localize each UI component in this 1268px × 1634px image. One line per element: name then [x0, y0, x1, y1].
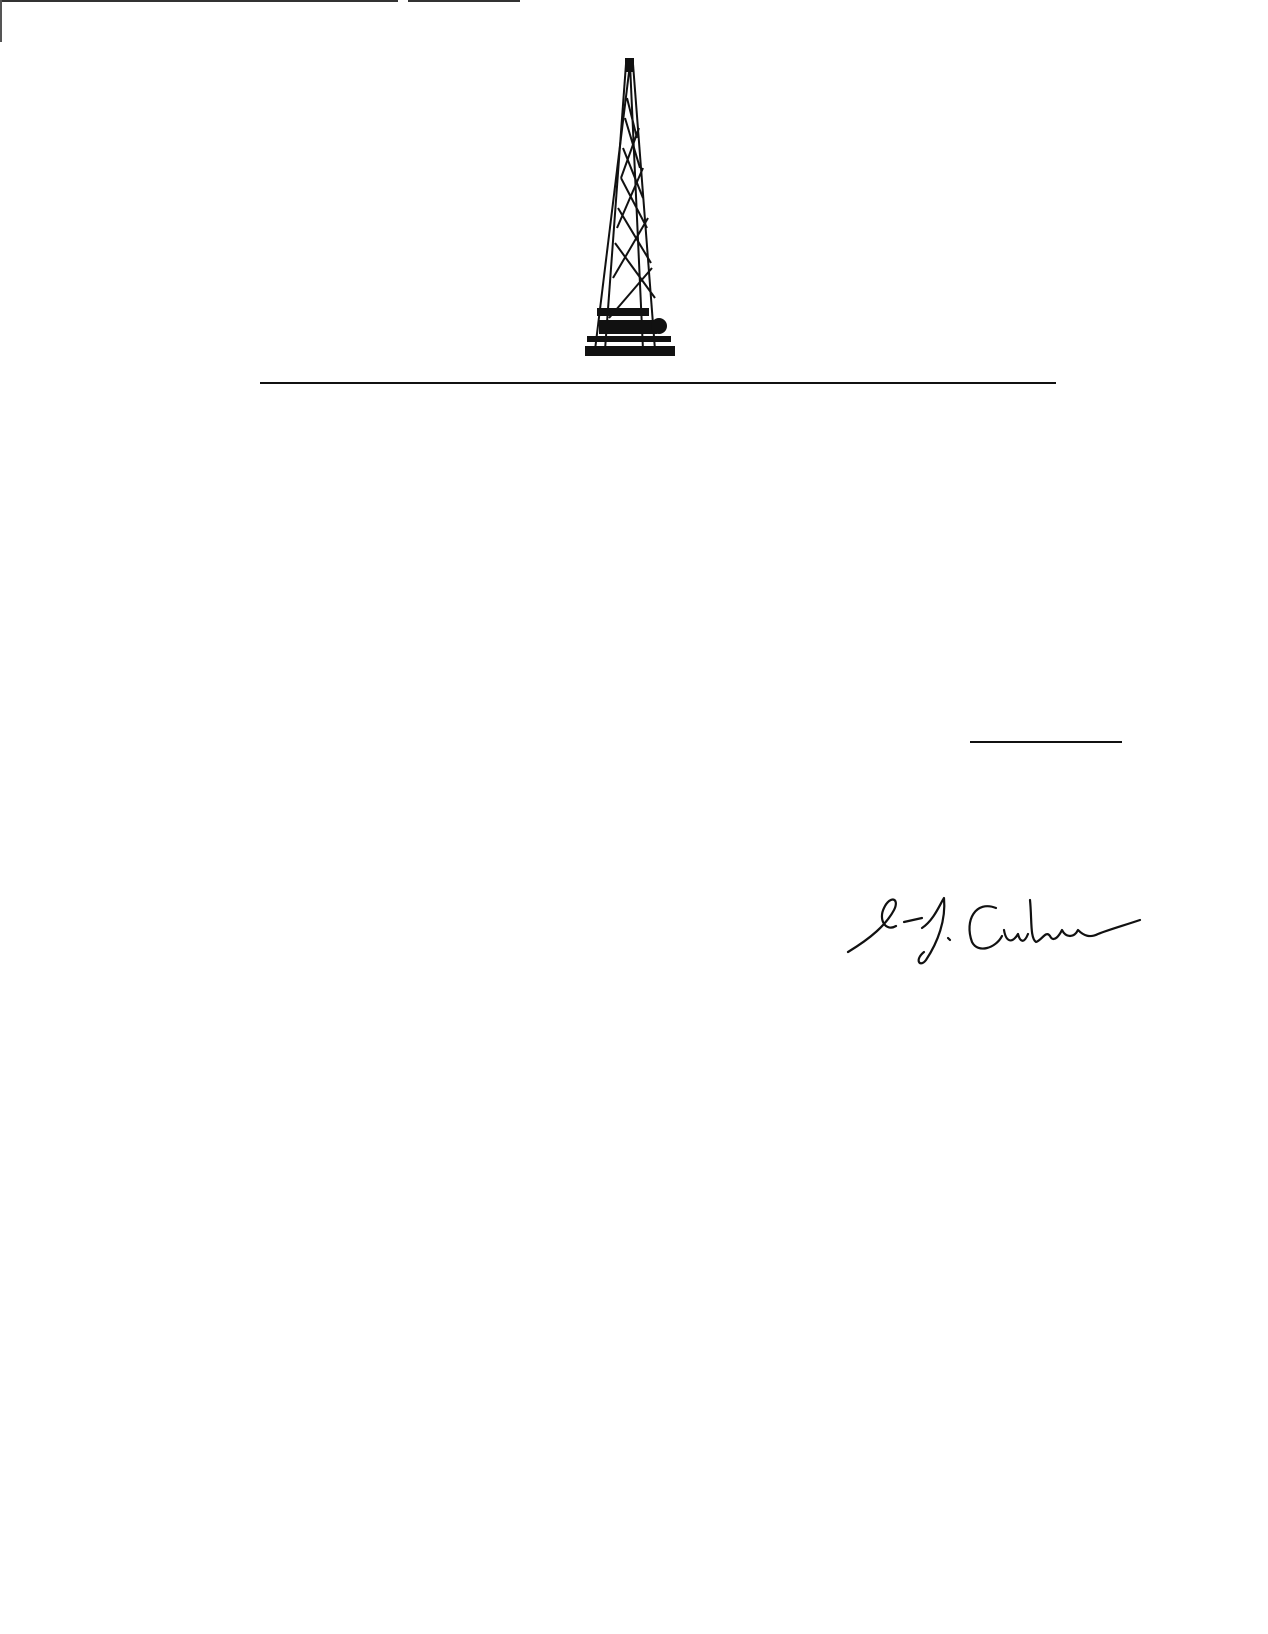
- total-rule: [970, 741, 1122, 743]
- scan-edge-line: [408, 0, 520, 2]
- scan-edge-mark: [0, 0, 2, 42]
- scan-edge-line: [0, 0, 398, 2]
- handwritten-signature: [846, 890, 1146, 970]
- letterhead-divider: [260, 382, 1056, 384]
- drilling-rig-logo: [585, 58, 675, 370]
